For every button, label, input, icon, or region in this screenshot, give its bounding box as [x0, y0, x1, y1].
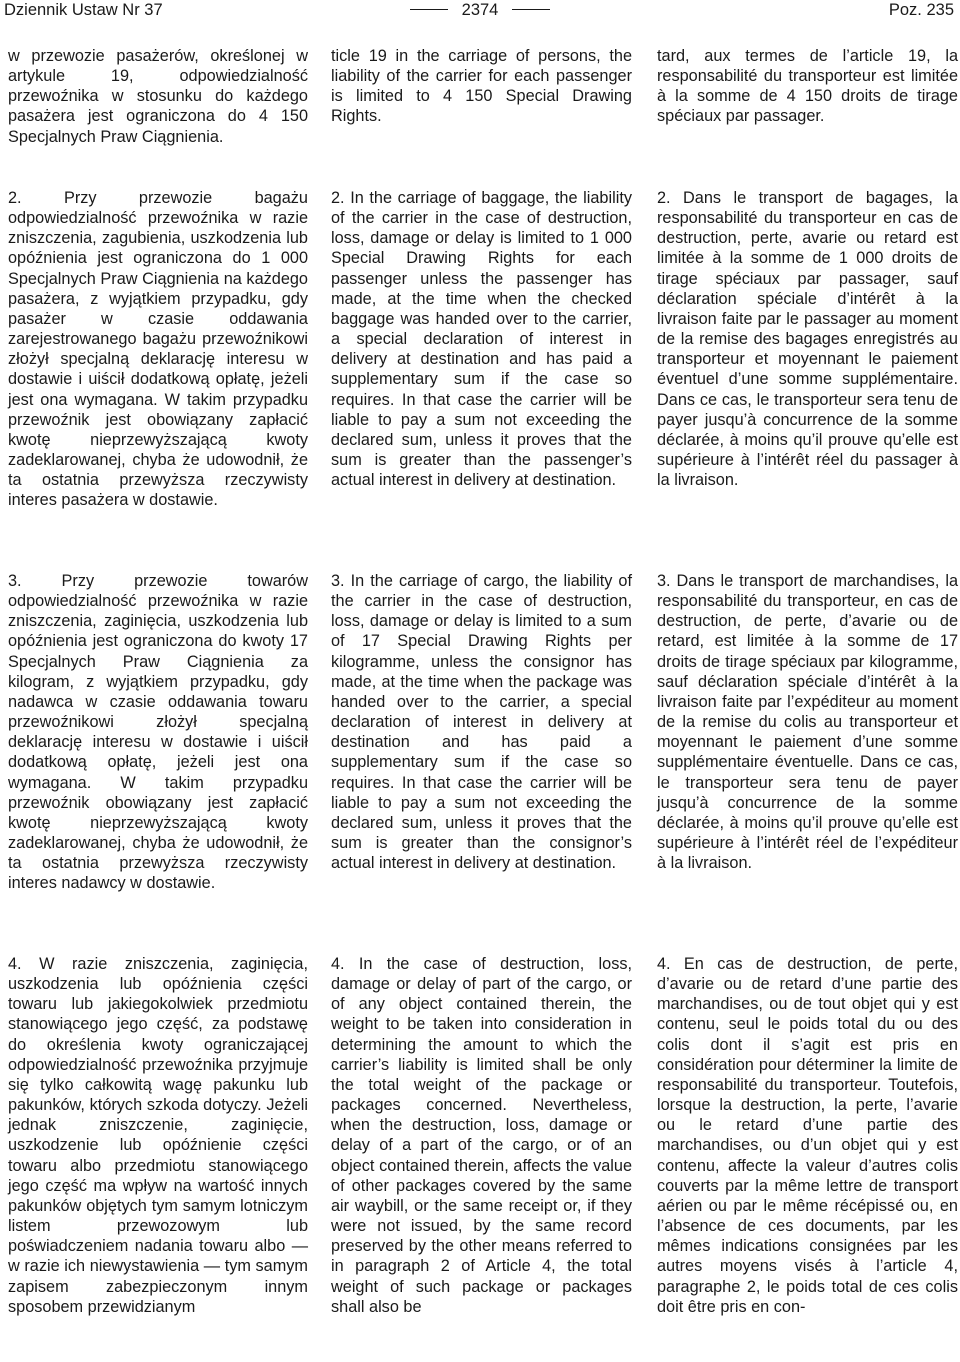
- page-number-block: [0, 0, 960, 20]
- french-paragraph-3: 3. Dans le transport de marchandises, la responsabilité du transporteur, en cas de destruction, de perte, d’avarie ou de retard, est limitée à la somme de 17 droits de tirage spéciaux par kilogramme, sauf déclaration spéciale d’intérêt à la livraison faite par l’expéditeur au moment de la remise du colis au transporteur et moyennant le paiement d’une somme supplémentaire éventuelle. Dans ce cas, le transporteur sera tenu de payer jusqu’à concurrence de la somme déclarée, à moins qu’il prouve qu’elle est supérieure à l’intérêt réel de l’expéditeur à la livraison.: [657, 572, 958, 873]
- english-paragraph-2: 2. In the carriage of baggage, the liability of the carrier in the case of destruction, loss, damage or delay is limited to 1 000 Special Drawing Rights for each passenger unless the passenger has made, at the time when the checked baggage was handed over to the carrier, a special declaration of interest in delivery at destination and has paid a supplementary sum if the case so requires. In that case the carrier will be liable to pay a sum not exceeding the declared sum, unless it proves that the sum is greater than the passenger’s actual interest in delivery at destination.: [331, 189, 632, 490]
- polish-paragraph-3: 3. Przy przewozie towarów odpowiedzialność przewoźnika w razie zniszczenia, zaginięcia, uszkodzenia lub opóźnienia jest ograniczona do kwoty 17 Specjalnych Praw Ciągnienia za kilogram, z wyjątkiem przypadku, gdy nadawca w czasie oddawania towaru przewoźnikowi złożył specjalną deklarację interesu w dostawie i uiścił dodatkową opłatę, jeżeli jest ona wymagana. W takim przypadku przewoźnik obowiązany jest zapłacić kwotę nieprzewyższającą kwoty zadeklarowanej, chyba że udowodnił, że ta ostatnia przewyższa rzeczywisty interes nadawcy w dostawie.: [8, 572, 308, 893]
- french-paragraph-2: 2. Dans le transport de bagages, la responsabilité du transporteur en cas de destruction, perte, avarie ou retard est limitée à la somme de 1 000 droits de tirage spéciaux par passager, sauf déclaration spéciale d’intérêt à la livraison faite par le passager au moment de la remise des bagages enregistrés au transporteur et moyennant le paiement éventuel d’une somme supplémentaire. Dans ce cas, le transporteur sera tenu de payer jusqu’à concurrence de la somme déclarée, à moins qu’il prouve qu’elle est supérieure à l’intérêt réel du passager à la livraison.: [657, 189, 958, 490]
- english-paragraph-4: 4. In the case of destruction, loss, damage or delay of part of the cargo, or of any object contained therein, the weight to be taken into consideration in determining the amount to which the carrier’s liability is limited shall be only the total weight of the package or packages concerned. Nevertheless, when the destruction, loss, damage or delay of a part of the cargo, or of an object contained therein, affects the value of other packages covered by the same air waybill, or the same receipt or, if they were not issued, by the same record preserved by the other means referred to in paragraph 2 of Article 4, the total weight of such package or packages shall also be: [331, 955, 632, 1316]
- french-paragraph-4: 4. En cas de destruction, de perte, d’avarie ou de retard d’une partie des marchandises, ou de tout objet qui y est contenu, seul le poids total du ou des colis dont il s’agit est pris en considération pour déterminer la limite de responsabilité du transporteur. Toutefois, lorsque la destruction, la perte, l’avarie ou le retard d’une partie des marchandises, ou d’un objet qui y est contenu, affecte la valeur d’autres colis couverts par la même lettre de transport aérien ou par le même récépissé ou, en l’absence de ces documents, par les mêmes indications consignées par les autres moyens visés à l’article 4, paragraphe 2, le poids total de ces colis doit être pris en con-: [657, 955, 958, 1316]
- polish-paragraph-4: 4. W razie zniszczenia, zaginięcia, uszkodzenia lub opóźnienia części towaru lub jakiegokolwiek przedmiotu stanowiącego jego część, za podstawę do określenia kwoty ograniczającej odpowiedzialność przewoźnika przyjmuje się tylko całkowitą wagę pakunku lub pakunków, których szkoda dotyczy. Jeżeli jednak zniszczenie, zaginięcie, uszkodzenie lub opóźnienie części towaru albo przedmiotu stanowiącego jego część ma wpływ na wartość innych pakunków objętych tym samym lotniczym listem przewozowym lub poświadczeniem nadania towaru albo — w razie ich niewystawienia — tym samym zapisem zabezpieczonym innym sposobem przewidzianym: [8, 955, 308, 1316]
- polish-paragraph-2: 2. Przy przewozie bagażu odpowiedzialność przewoźnika w razie zniszczenia, zagubienia, uszkodzenia lub opóźnienia jest ograniczona do 1 000 Specjalnych Praw Ciągnienia na każdego pasażera, z wyjątkiem przypadku, gdy pasażer w czasie oddawania zarejestrowanego bagażu przewoźnikowi złożył specjalną deklarację interesu w dostawie i uiścił dodatkową opłatę, jeżeli jest ona wymagana. W takim przypadku przewoźnik jest obowiązany zapłacić kwotę nieprzewyższającą kwoty zadeklarowanej, chyba że udowodnił, że ta ostatnia przewyższa rzeczywisty interes pasażera w dostawie.: [8, 189, 308, 510]
- polish-paragraph-continued: w przewozie pasażerów, określonej w artykule 19, odpowiedzialność przewoźnika w stosunku do każdego pasażera jest ograniczona do 4 150 Specjalnych Praw Ciągnienia.: [8, 47, 308, 146]
- left-dash: [410, 9, 448, 10]
- french-paragraph-continued: tard, aux termes de l’article 19, la responsabilité du transporteur est limitée à la somme de 4 150 droits de tirage spéciaux par passager.: [657, 47, 958, 126]
- english-paragraph-continued: ticle 19 in the carriage of persons, the liability of the carrier for each passenger is limited to 4 150 Special Drawing Rights.: [331, 47, 632, 126]
- page-number: 2374: [461, 1, 499, 19]
- page-header: [0, 0, 960, 22]
- english-paragraph-3: 3. In the carriage of cargo, the liability of the carrier in the case of destruction, loss, damage or delay is limited to a sum of 17 Special Drawing Rights per kilogramme, unless the consignor has made, at the time when the package was handed over to the carrier, a special declaration of interest in delivery at destination and has paid a supplementary sum if the case so requires. In that case the carrier will be liable to pay a sum not exceeding the declared sum, unless it proves that the sum is greater than the consignor’s actual interest in delivery at destination.: [331, 572, 632, 873]
- position-number: Poz. 235: [888, 1, 954, 19]
- right-dash: [512, 9, 550, 10]
- journal-title: Dziennik Ustaw Nr 37: [4, 1, 163, 19]
